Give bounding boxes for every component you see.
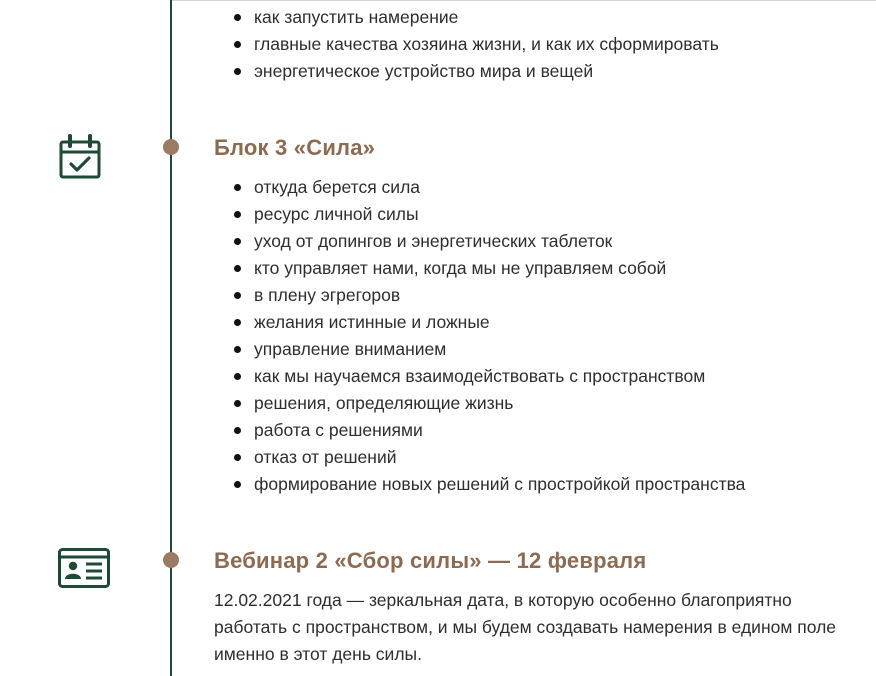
webinar-title: Вебинар 2 «Сбор силы» — 12 февраля <box>214 548 647 573</box>
list-item: как запустить намерение <box>234 4 719 31</box>
calendar-check-icon <box>58 134 102 180</box>
block-title: Блок 3 «Сила» <box>214 135 376 160</box>
previous-block-list <box>234 4 719 85</box>
block3-list <box>234 174 745 498</box>
timeline-line <box>170 0 172 676</box>
list-item: откуда берется сила <box>234 174 745 201</box>
list-item: главные качества хозяина жизни, и как их сформировать <box>234 31 719 58</box>
timeline-dot <box>163 139 179 155</box>
id-card-icon <box>58 548 110 590</box>
list-item: уход от допингов и энергетических таблеток <box>234 228 745 255</box>
list-item: как мы научаемся взаимодействовать с пространством <box>234 363 745 390</box>
list-item: работа с решениями <box>234 417 745 444</box>
list-item: в плену эгрегоров <box>234 282 745 309</box>
top-divider <box>172 0 876 1</box>
list-item: ресурс личной силы <box>234 201 745 228</box>
list-item: желания истинные и ложные <box>234 309 745 336</box>
timeline-dot <box>163 552 179 568</box>
list-item: управление вниманием <box>234 336 745 363</box>
list-item: кто управляет нами, когда мы не управляем собой <box>234 255 745 282</box>
list-item: энергетическое устройство мира и вещей <box>234 58 719 85</box>
webinar-description: 12.02.2021 года — зеркальная дата, в которую особенно благоприятно работать с пространством, и мы будем создавать намерения в едином поле именно в этот день силы. <box>214 590 837 664</box>
list-item: отказ от решений <box>234 444 745 471</box>
list-item: формирование новых решений с простройкой пространства <box>234 471 745 498</box>
list-item: решения, определяющие жизнь <box>234 390 745 417</box>
